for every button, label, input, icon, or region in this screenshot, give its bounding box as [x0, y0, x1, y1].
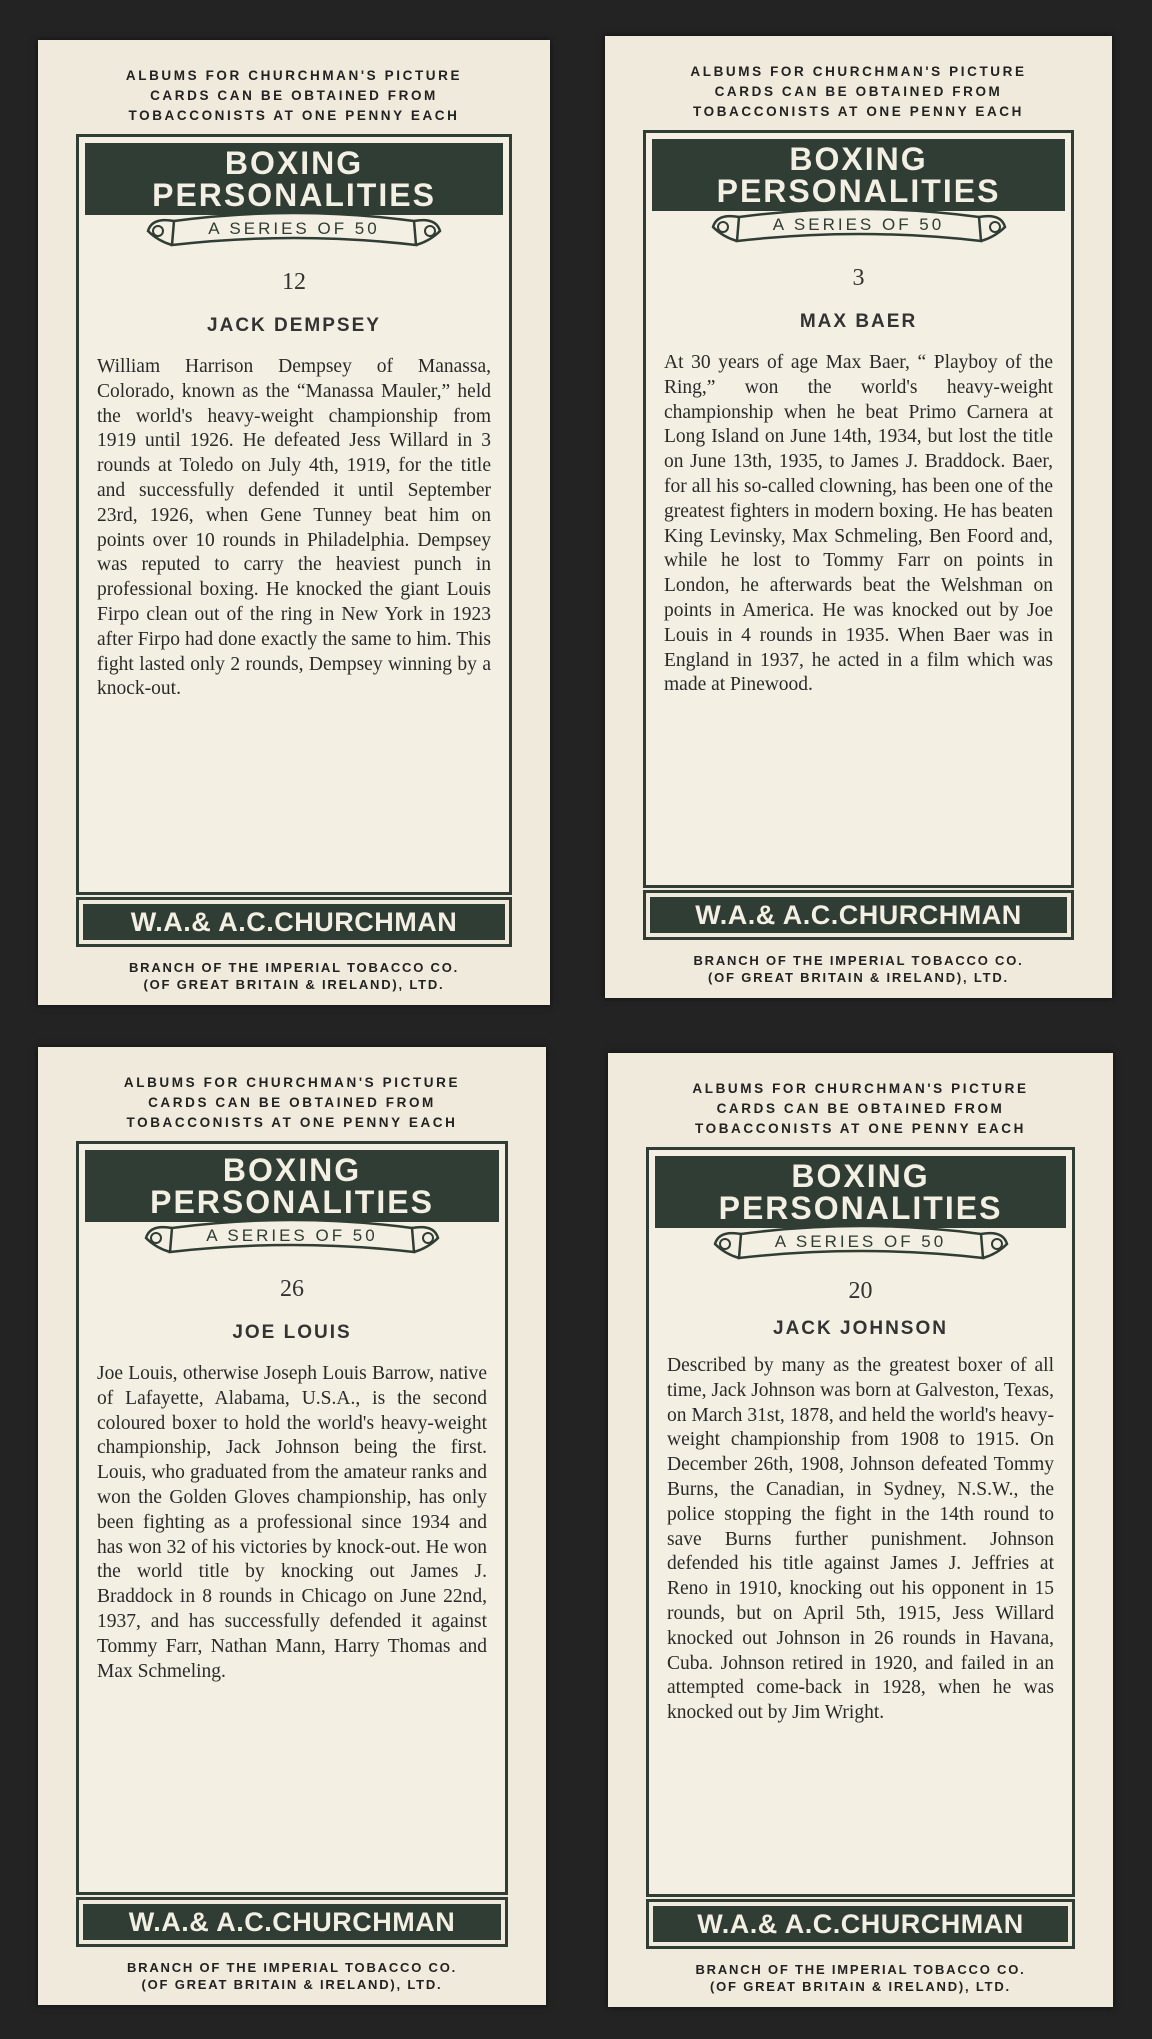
- boxer-name: JACK DEMPSEY: [207, 315, 381, 336]
- biography-text: Joe Louis, otherwise Joseph Louis Barrow, native of Lafayette, Alabama, U.S.A., is the second coloured boxer to hold the world's heavy-weight championship, Jack Johnson being the first. Louis, who graduated from the amateur ranks and won the Golden Gloves championship, has only been fighting as a professional since 1934 and has won 32 of his victories by knock-out. He won the world title by knocking out James J. Braddock in 8 rounds in Chicago on June 22nd, 1937, and has successfully defended it against Tommy Farr, Nathan Mann, Harry Thomas and Max Schmeling.: [97, 1363, 487, 1682]
- albums-line-1: ALBUMS FOR CHURCHMAN'S PICTURE: [692, 1081, 1029, 1096]
- series-header: [85, 1150, 499, 1222]
- branch-notice: [38, 959, 550, 993]
- card-number: 3: [852, 265, 865, 291]
- maker-name: W.A.& A.C.CHURCHMAN: [650, 897, 1067, 933]
- title-line-2: PERSONALITIES: [716, 173, 1001, 209]
- branch-line-2: (OF GREAT BRITAIN & IRELAND), LTD.: [143, 977, 445, 992]
- title-line-1: BOXING: [224, 145, 364, 181]
- card-number: 12: [282, 269, 306, 295]
- maker-box: [76, 1897, 508, 1947]
- biography-text: William Harrison Dempsey of Manassa, Colorado, known as the “Manassa Mauler,” held the world's heavy-weight championship from 1919 until 1926. He defeated Jess Willard in 3 rounds at Toledo on July 4th, 1919, for the title and successfully defended it until September 23rd, 1926, when Gene Tunney beat him on points over 10 rounds in Philadelphia. Dempsey was reputed to carry the heaviest punch in professional boxing. He knocked the giant Louis Firpo clean out of the ring in New York in 1923 after Firpo had done exactly the same to him. This fight lasted only 2 rounds, Dempsey winning by a knock-out.: [97, 356, 491, 700]
- albums-line-3: TOBACCONISTS AT ONE PENNY EACH: [128, 108, 460, 123]
- branch-line-1: BRANCH OF THE IMPERIAL TOBACCO CO.: [128, 960, 460, 975]
- albums-line-3: TOBACCONISTS AT ONE PENNY EACH: [694, 1121, 1027, 1136]
- biography-text: Described by many as the greatest boxer of all time, Jack Johnson was born at Galveston, Texas, on March 31st, 1878, and held the world's heavy-weight championship from 1908 to 1915. On December 26th, 1908, Johnson defeated Tommy Burns, the Canadian, in Sydney, N.S.W., the police stopping the fight in the 14th round to save Burns further punishment. Johnson defended his title against James J. Jeffries at Reno in 1910, knocking out his opponent in 15 rounds, but on April 5th, 1915, Jess Willard knocked out Johnson in 26 rounds in Havana, Cuba. Johnson retired in 1920, and failed in an attempted come-back in 1928, when he was knocked out by Jim Wright.: [667, 1355, 1054, 1724]
- branch-notice: [605, 952, 1112, 986]
- title-line-1: BOXING: [222, 1152, 362, 1188]
- branch-line-1: BRANCH OF THE IMPERIAL TOBACCO CO.: [126, 1960, 458, 1975]
- series-header: [655, 1156, 1066, 1228]
- maker-box: [76, 897, 512, 947]
- maker-box: [643, 890, 1074, 940]
- title-line-2: PERSONALITIES: [152, 177, 436, 213]
- albums-line-2: CARDS CAN BE OBTAINED FROM: [150, 88, 438, 103]
- title-line-2: PERSONALITIES: [718, 1190, 1003, 1226]
- maker-box: [646, 1899, 1075, 1949]
- boxer-name: JOE LOUIS: [232, 1322, 352, 1343]
- title-line-1: BOXING: [789, 141, 928, 177]
- card-frame: [76, 134, 512, 895]
- series-header: [652, 139, 1065, 211]
- series-ribbon: [144, 211, 444, 255]
- series-ribbon: [142, 1218, 442, 1262]
- albums-line-2: CARDS CAN BE OBTAINED FROM: [716, 1101, 1005, 1116]
- albums-line-2: CARDS CAN BE OBTAINED FROM: [148, 1095, 436, 1110]
- albums-line-1: ALBUMS FOR CHURCHMAN'S PICTURE: [125, 68, 463, 83]
- albums-notice: [38, 66, 550, 126]
- branch-notice: [38, 1959, 546, 1993]
- series-label: A SERIES OF 50: [772, 215, 945, 234]
- series-ribbon: [709, 207, 1009, 251]
- albums-line-1: ALBUMS FOR CHURCHMAN'S PICTURE: [690, 64, 1027, 79]
- boxer-name: MAX BAER: [799, 311, 918, 332]
- card-jack-johnson: [608, 1053, 1113, 2007]
- branch-notice: [608, 1961, 1113, 1995]
- series-label: A SERIES OF 50: [774, 1232, 947, 1251]
- albums-line-2: CARDS CAN BE OBTAINED FROM: [714, 84, 1003, 99]
- card-frame: [646, 1147, 1075, 1897]
- maker-name: W.A.& A.C.CHURCHMAN: [653, 1906, 1068, 1942]
- albums-line-3: TOBACCONISTS AT ONE PENNY EACH: [126, 1115, 458, 1130]
- albums-notice: [608, 1079, 1113, 1139]
- branch-line-1: BRANCH OF THE IMPERIAL TOBACCO CO.: [693, 953, 1024, 968]
- albums-line-3: TOBACCONISTS AT ONE PENNY EACH: [692, 104, 1025, 119]
- title-line-2: PERSONALITIES: [150, 1184, 434, 1220]
- boxer-name: JACK JOHNSON: [773, 1318, 948, 1339]
- albums-notice: [38, 1073, 546, 1133]
- card-frame: [76, 1141, 508, 1895]
- card-frame: [643, 130, 1074, 888]
- title-line-1: BOXING: [791, 1158, 930, 1194]
- card-max-baer: [605, 36, 1112, 998]
- series-header: [85, 143, 503, 215]
- branch-line-1: BRANCH OF THE IMPERIAL TOBACCO CO.: [695, 1962, 1026, 1977]
- maker-name: W.A.& A.C.CHURCHMAN: [83, 904, 505, 940]
- series-label: A SERIES OF 50: [208, 219, 380, 238]
- albums-notice: [605, 62, 1112, 122]
- branch-line-2: (OF GREAT BRITAIN & IRELAND), LTD.: [710, 1979, 1011, 1994]
- card-jack-dempsey: [38, 40, 550, 1005]
- maker-name: W.A.& A.C.CHURCHMAN: [83, 1904, 501, 1940]
- card-number: 20: [848, 1278, 873, 1304]
- card-joe-louis: [38, 1047, 546, 2005]
- series-ribbon: [711, 1224, 1011, 1268]
- biography-text: At 30 years of age Max Baer, “ Playboy of the Ring,” won the world's heavy-weight championship when he beat Primo Carnera at Long Island on June 14th, 1934, but lost the title on June 13th, 1935, to James J. Braddock. Baer, for all his so-called clowning, has been one of the greatest fighters in modern boxing. He has beaten King Levinsky, Max Schmeling, Ben Foord and, while he lost to Tommy Farr on points in London, he afterwards beat the Welshman on points in America. He was knocked out by Joe Louis in 4 rounds in 1935. When Baer was in England in 1937, he acted in a film which was made at Pinewood.: [664, 352, 1053, 696]
- albums-line-1: ALBUMS FOR CHURCHMAN'S PICTURE: [123, 1075, 461, 1090]
- branch-line-2: (OF GREAT BRITAIN & IRELAND), LTD.: [141, 1977, 443, 1992]
- branch-line-2: (OF GREAT BRITAIN & IRELAND), LTD.: [708, 970, 1009, 985]
- series-label: A SERIES OF 50: [206, 1226, 378, 1245]
- card-number: 26: [280, 1276, 304, 1302]
